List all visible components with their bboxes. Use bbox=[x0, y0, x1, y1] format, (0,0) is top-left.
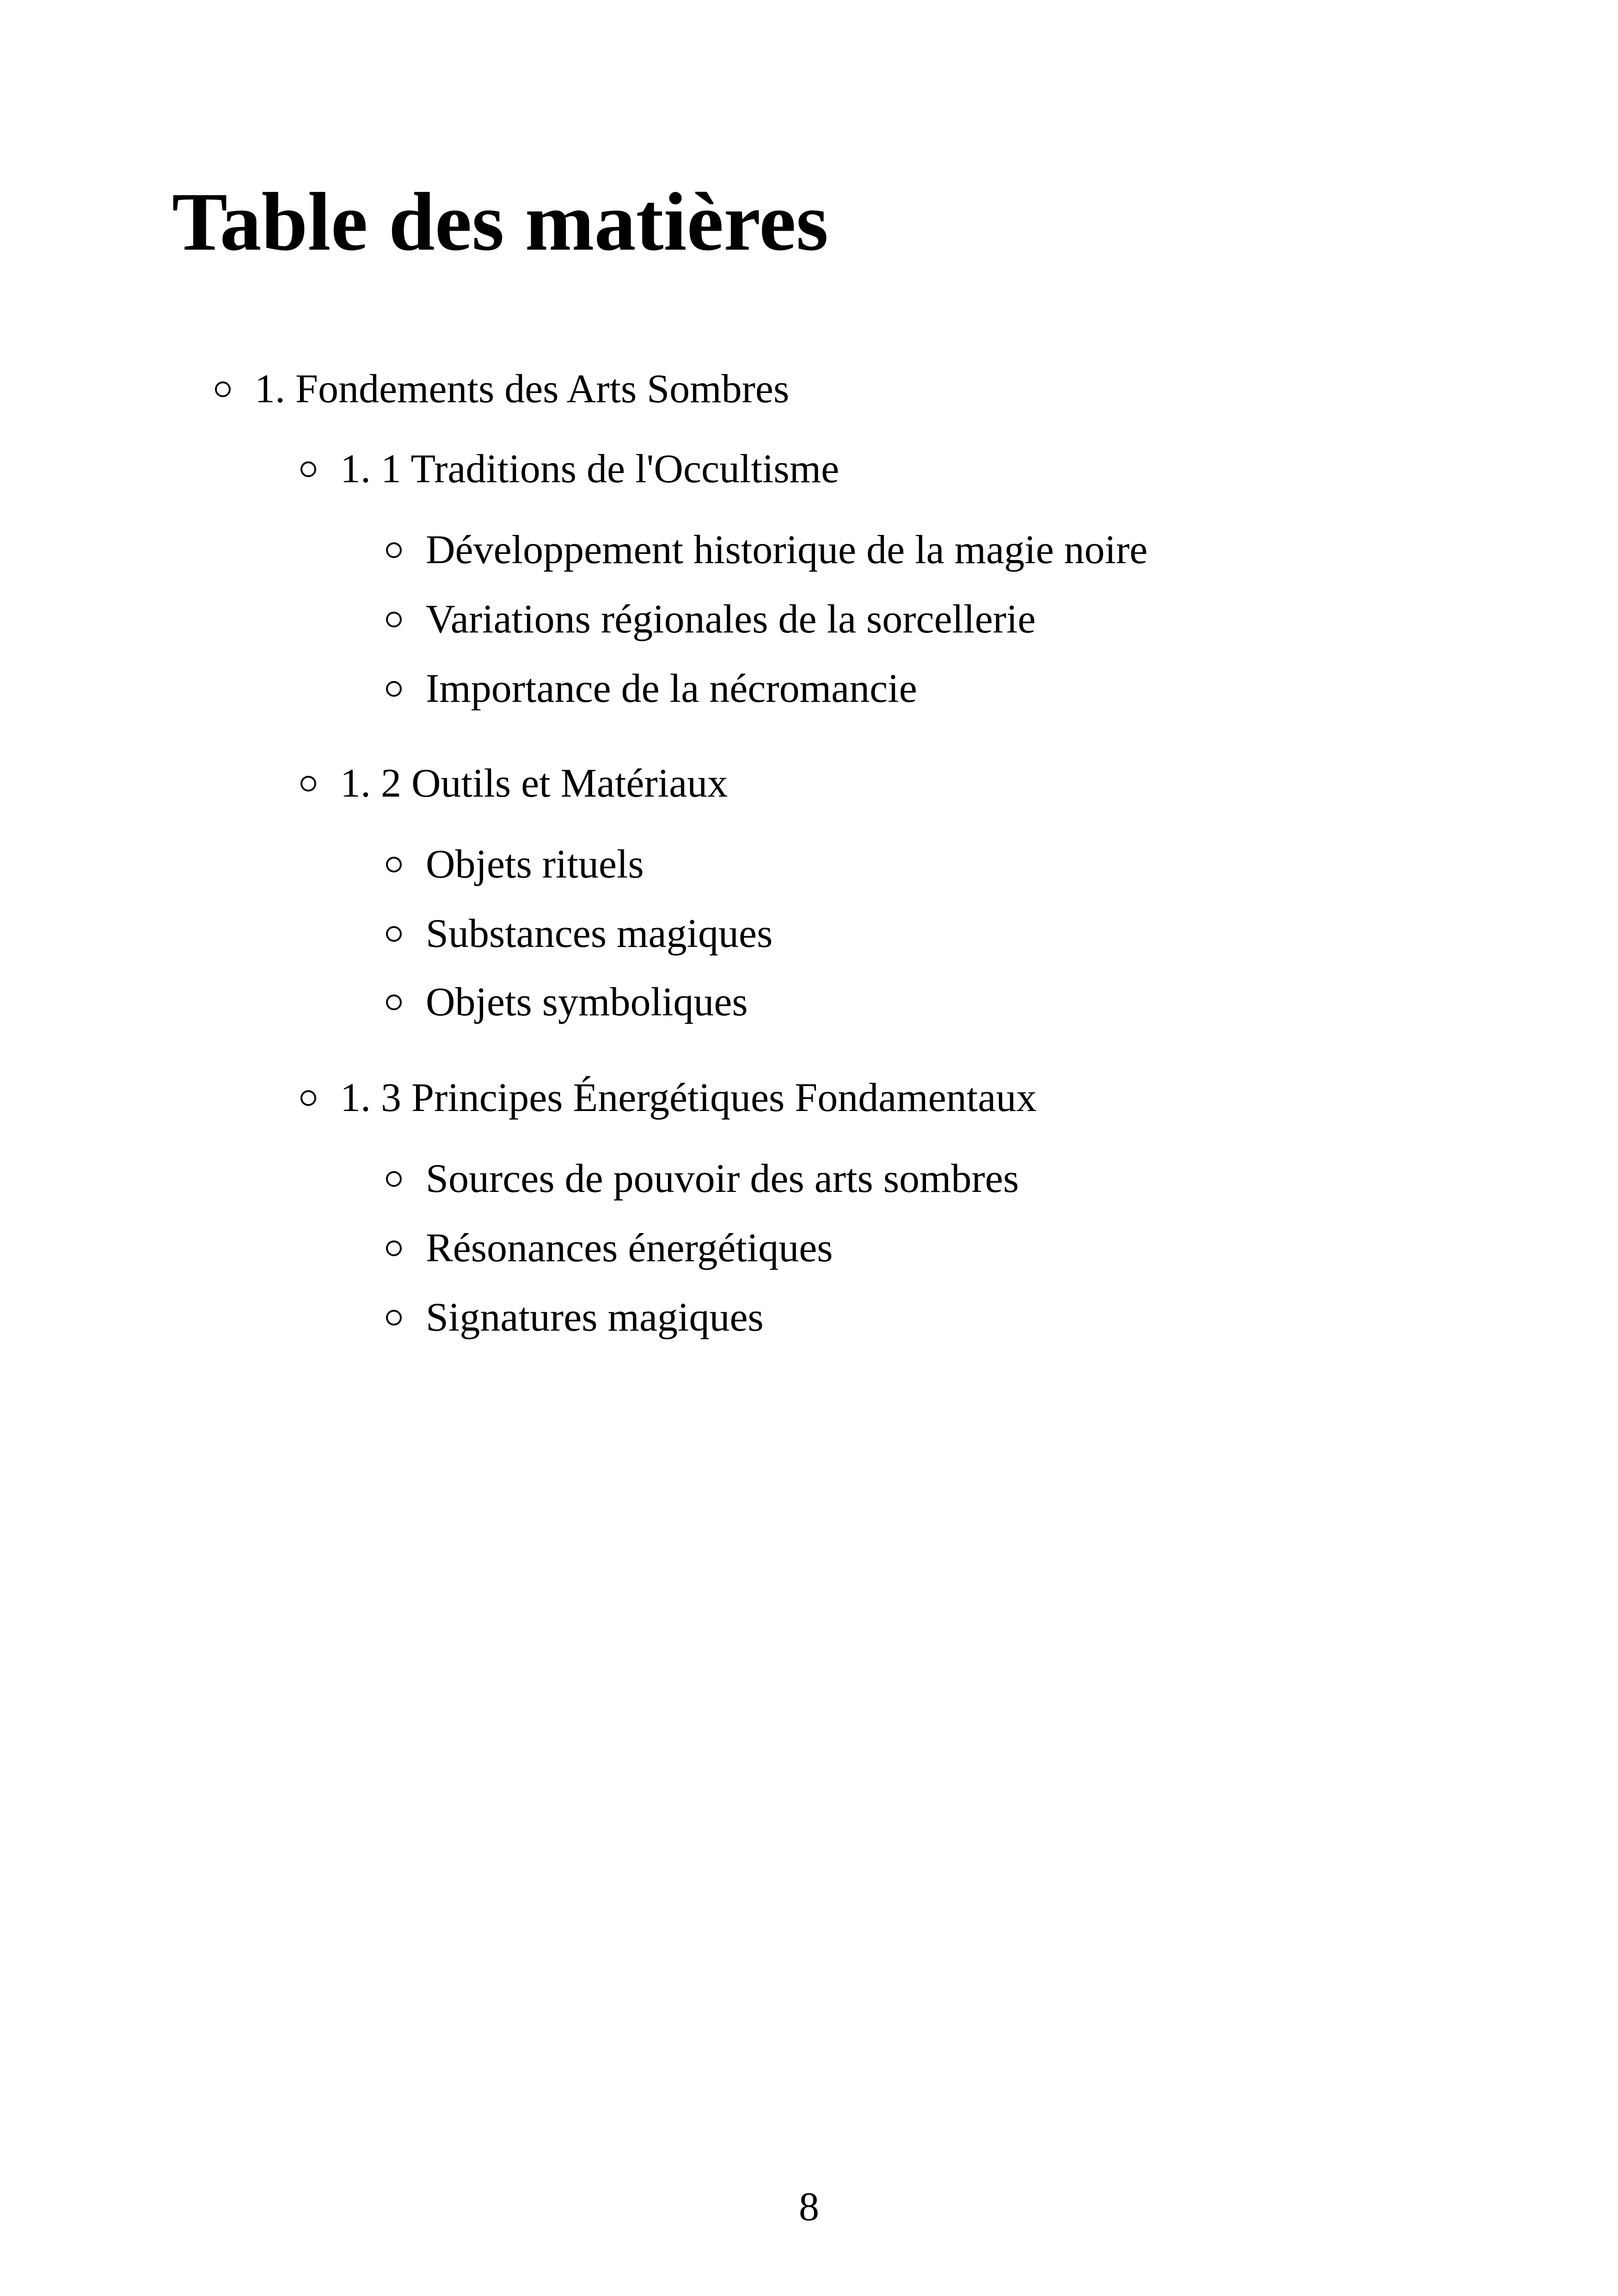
page-number: 8 bbox=[799, 2185, 819, 2229]
toc-item[interactable] bbox=[386, 979, 748, 1025]
page-title: Table des matières bbox=[172, 176, 828, 268]
toc-item[interactable] bbox=[386, 1156, 1019, 1202]
circle-bullet-icon bbox=[386, 681, 402, 697]
toc-section[interactable] bbox=[300, 1075, 1036, 1121]
toc-section-label: 1. 2 Outils et Matériaux bbox=[340, 761, 728, 806]
toc-item-label: Importance de la nécromancie bbox=[426, 666, 917, 711]
toc-item-label: Développement historique de la magie noire bbox=[426, 528, 1148, 572]
circle-bullet-icon bbox=[300, 1090, 316, 1106]
circle-bullet-icon bbox=[300, 461, 316, 477]
toc-item[interactable] bbox=[386, 596, 1036, 643]
toc-item-label: Substances magiques bbox=[426, 911, 773, 956]
toc-item-label: Objets symboliques bbox=[426, 980, 748, 1025]
toc-item-label: Sources de pouvoir des arts sombres bbox=[426, 1156, 1019, 1201]
toc-chapter[interactable] bbox=[215, 366, 789, 412]
toc-item[interactable] bbox=[386, 666, 917, 712]
toc-item[interactable] bbox=[386, 527, 1147, 573]
toc-section[interactable] bbox=[300, 446, 839, 492]
circle-bullet-icon bbox=[386, 542, 402, 558]
circle-bullet-icon bbox=[386, 1240, 402, 1256]
circle-bullet-icon bbox=[386, 1310, 402, 1326]
circle-bullet-icon bbox=[386, 857, 402, 872]
toc-item-label: Signatures magiques bbox=[426, 1295, 764, 1340]
toc-item[interactable] bbox=[386, 1225, 833, 1271]
circle-bullet-icon bbox=[215, 381, 231, 397]
toc-chapter-label: 1. Fondements des Arts Sombres bbox=[255, 367, 790, 411]
toc-item[interactable] bbox=[386, 1295, 764, 1341]
toc-item-label: Variations régionales de la sorcellerie bbox=[426, 597, 1036, 642]
toc-section[interactable] bbox=[300, 761, 728, 807]
toc-item[interactable] bbox=[386, 911, 772, 957]
toc-item[interactable] bbox=[386, 841, 644, 888]
toc-item-label: Objets rituels bbox=[426, 842, 644, 887]
toc-item-label: Résonances énergétiques bbox=[426, 1226, 833, 1271]
circle-bullet-icon bbox=[386, 926, 402, 942]
toc-section-label: 1. 3 Principes Énergétiques Fondamentaux bbox=[340, 1075, 1037, 1120]
circle-bullet-icon bbox=[300, 776, 316, 792]
toc-section-label: 1. 1 Traditions de l'Occultisme bbox=[340, 447, 840, 491]
circle-bullet-icon bbox=[386, 1171, 402, 1187]
circle-bullet-icon bbox=[386, 612, 402, 627]
circle-bullet-icon bbox=[386, 995, 402, 1010]
